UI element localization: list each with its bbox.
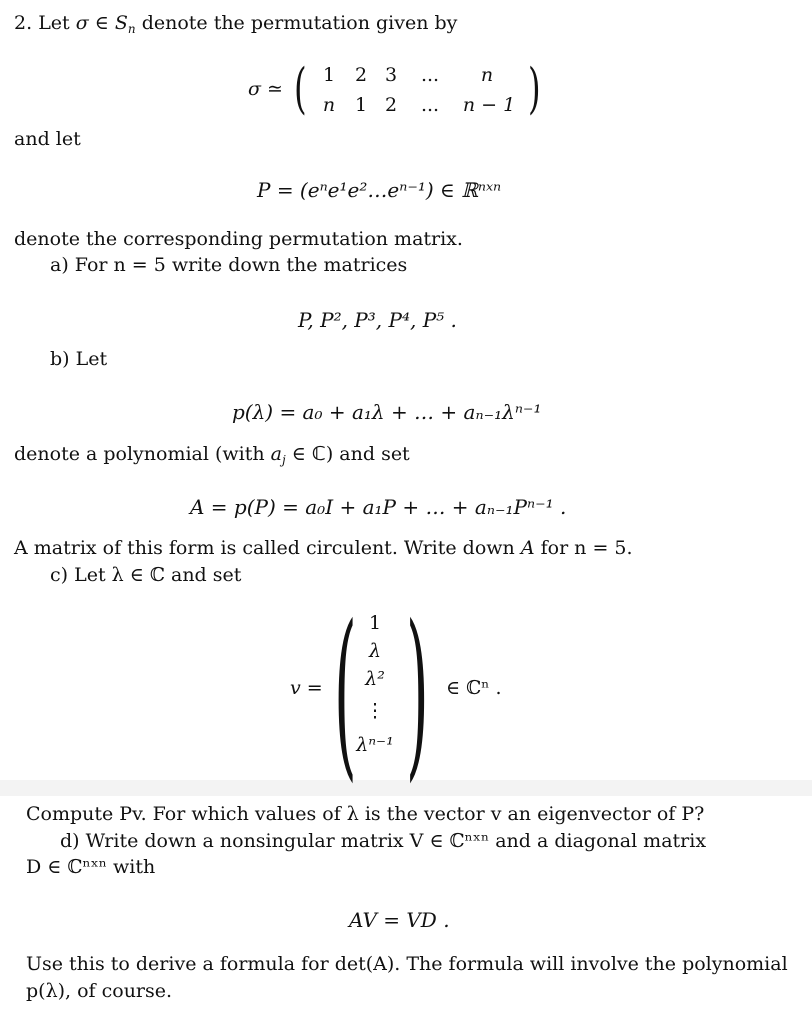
part-d-text-1: Write down a nonsingular matrix V ∈ ℂⁿˣⁿ and a diagonal matrix bbox=[85, 830, 707, 852]
part-b-text: Let bbox=[75, 348, 108, 370]
part-d-label: d) bbox=[60, 830, 80, 852]
sigma-top-2: 2 bbox=[354, 64, 368, 86]
intro-text: Let bbox=[38, 12, 70, 34]
circulent-tail: for n = 5. bbox=[540, 537, 633, 559]
vector-entry-lambda-2: λ² bbox=[365, 668, 385, 690]
part-d-text-2: D ∈ ℂⁿˣⁿ with bbox=[26, 856, 156, 878]
vector-left-paren: ( bbox=[334, 586, 357, 798]
vector-space: ∈ ℂⁿ . bbox=[446, 677, 502, 699]
sigma-bottom-3: 2 bbox=[384, 94, 398, 116]
A-definition: A = p(P) = a₀I + a₁P + … + aₙ₋₁Pⁿ⁻¹ . bbox=[190, 495, 567, 519]
sigma-bottom-2: 1 bbox=[354, 94, 368, 116]
part-c-text: Let λ ∈ ℂ and set bbox=[74, 564, 242, 586]
sigma-top-1: 1 bbox=[322, 64, 336, 86]
compute-text: Compute Pv. For which values of λ is the vector v an eigenvector of P? bbox=[26, 803, 705, 825]
derive-text-1: Use this to derive a formula for det(A). The formula will involve the polynomial bbox=[26, 953, 788, 975]
problem-number: 2. bbox=[14, 12, 33, 34]
and-let-text: and let bbox=[14, 128, 81, 150]
part-a-matrices: P, P², P³, P⁴, P⁵ . bbox=[298, 308, 457, 332]
vector-right-paren: ) bbox=[406, 586, 429, 798]
sigma-top-n: n bbox=[480, 64, 494, 86]
circulent-line: A matrix of this form is called circulent. Write down A for n = 5. bbox=[14, 537, 633, 559]
sigma-bottom-n-minus-1: n − 1 bbox=[462, 94, 516, 116]
vector-entry-lambda-n-1: λⁿ⁻¹ bbox=[356, 734, 394, 756]
sigma-right-paren: ) bbox=[528, 57, 541, 120]
part-b-label: b) bbox=[50, 348, 70, 370]
AV-VD-equation: AV = VD . bbox=[349, 908, 450, 932]
vector-entry-vdots: ⋮ bbox=[365, 700, 385, 722]
vector-entry-1: 1 bbox=[368, 612, 382, 634]
part-d-line bbox=[60, 832, 706, 851]
part-c-line bbox=[50, 566, 241, 585]
circulent-text: A matrix of this form is called circulent. Write down bbox=[14, 537, 515, 559]
part-c-label: c) bbox=[50, 564, 69, 586]
problem-header: 2. Let σ ∈ $S_n$ denote the permutation given by bbox=[14, 12, 458, 36]
P-definition: P = (eⁿe¹e²…eⁿ⁻¹) ∈ ℝⁿˣⁿ bbox=[257, 178, 502, 202]
sigma-left-paren: ( bbox=[294, 57, 307, 120]
sigma-bottom-dots: ... bbox=[420, 94, 440, 116]
v-symbol: v = bbox=[290, 677, 323, 699]
sigma-top-3: 3 bbox=[384, 64, 398, 86]
sigma-symbol: σ ≃ bbox=[248, 78, 283, 100]
intro-rest: denote the permutation given by bbox=[141, 12, 458, 34]
derive-text-2: p(λ), of course. bbox=[26, 980, 173, 1002]
poly-text-1: denote a polynomial (with bbox=[14, 443, 265, 465]
sigma-top-dots: ... bbox=[420, 64, 440, 86]
polynomial-definition: p(λ) = a₀ + a₁λ + … + aₙ₋₁λⁿ⁻¹ bbox=[232, 400, 542, 424]
sigma-bottom-1: n bbox=[322, 94, 336, 116]
part-b-line bbox=[50, 350, 107, 369]
part-a-label: a) bbox=[50, 254, 69, 276]
part-a-line bbox=[50, 256, 407, 275]
part-a-text: For n = 5 write down the matrices bbox=[74, 254, 408, 276]
poly-text-2: and set bbox=[339, 443, 410, 465]
perm-matrix-text: denote the corresponding permutation matrix. bbox=[14, 228, 463, 250]
vector-entry-lambda: λ bbox=[368, 640, 382, 662]
poly-text-line: denote a polynomial (with $a_j$ ∈ ℂ) and set bbox=[14, 443, 410, 467]
